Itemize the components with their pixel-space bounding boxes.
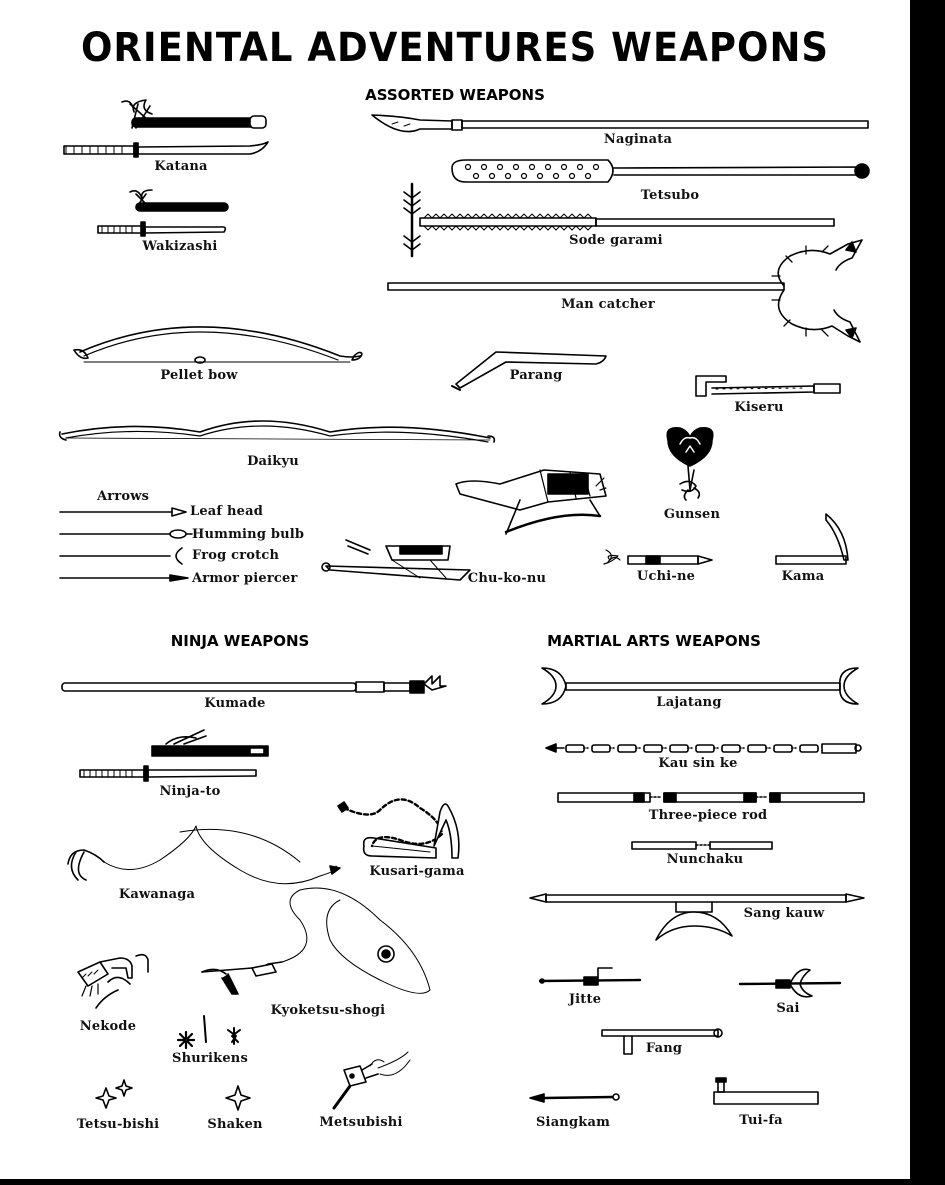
section-assorted-weapons: ASSORTED WEAPONS — [365, 86, 545, 104]
kama-illustration — [776, 514, 848, 564]
kawanaga-illustration — [68, 826, 340, 884]
daikyu-illustration — [60, 421, 495, 442]
label-katana: Katana — [154, 159, 208, 174]
gunsen-illustration — [667, 428, 713, 500]
label-kama: Kama — [781, 569, 825, 584]
section-ninja-weapons: NINJA WEAPONS — [170, 632, 310, 650]
label-wakizashi: Wakizashi — [142, 239, 218, 254]
label-gunsen: Gunsen — [663, 507, 721, 522]
shaken-illustration — [226, 1086, 250, 1110]
label-humming-bulb: Humming bulb — [192, 527, 305, 542]
uchi-ne-illustration — [604, 550, 712, 564]
chu-ko-nu-illustration — [456, 470, 606, 534]
label-armor-piercer: Armor piercer — [192, 571, 298, 586]
label-kumade: Kumade — [204, 696, 266, 711]
page-title: ORIENTAL ADVENTURES WEAPONS — [80, 24, 830, 71]
label-fang: Fang — [645, 1041, 683, 1056]
label-metsubishi: Metsubishi — [319, 1115, 403, 1130]
naginata-illustration — [372, 115, 868, 132]
label-kiseru: Kiseru — [734, 400, 784, 415]
nekode-illustration — [78, 955, 148, 1008]
label-siangkam: Siangkam — [535, 1115, 611, 1130]
label-pellet-bow: Pellet bow — [160, 368, 238, 383]
kusari-gama-illustration — [338, 799, 459, 858]
label-kusari-gama: Kusari-gama — [369, 864, 465, 879]
label-sang-kauw: Sang kauw — [743, 906, 825, 921]
katana-illustration — [64, 100, 268, 157]
label-chu-ko-nu: Chu-ko-nu — [467, 571, 547, 586]
label-shurikens: Shurikens — [172, 1051, 248, 1066]
label-nekode: Nekode — [79, 1019, 137, 1034]
man-catcher-illustration — [388, 240, 862, 342]
label-shaken: Shaken — [207, 1117, 263, 1132]
tetsu-bishi-illustration — [96, 1080, 132, 1108]
tetsubo-illustration — [452, 160, 869, 182]
label-sai: Sai — [776, 1001, 800, 1016]
label-kyoketsu-shogi: Kyoketsu-shogi — [270, 1003, 386, 1018]
sai-illustration — [740, 969, 840, 997]
label-naginata: Naginata — [603, 132, 673, 147]
label-uchi-ne: Uchi-ne — [636, 569, 696, 584]
label-man-catcher: Man catcher — [561, 297, 655, 312]
label-three-piece-rod: Three-piece rod — [648, 808, 768, 823]
kiseru-illustration — [696, 376, 840, 396]
nunchaku-illustration — [632, 842, 772, 849]
section-martial-arts-weapons: MARTIAL ARTS WEAPONS — [547, 632, 761, 650]
label-tui-fa: Tui-fa — [739, 1113, 783, 1128]
siangkam-illustration — [530, 1094, 619, 1102]
metsubishi-illustration — [334, 1052, 410, 1108]
wakizashi-illustration — [98, 190, 228, 236]
pellet-bow-illustration — [74, 327, 362, 363]
label-frog-crotch: Frog crotch — [192, 548, 280, 563]
label-tetsubo: Tetsubo — [640, 188, 700, 203]
label-tetsu-bishi: Tetsu-bishi — [76, 1117, 160, 1132]
arrows-heading: Arrows — [97, 489, 150, 504]
jitte-illustration — [540, 968, 640, 985]
ninja-to-illustration — [80, 730, 268, 781]
label-jitte: Jitte — [568, 992, 602, 1007]
label-kau-sin-ke: Kau sin ke — [658, 756, 738, 771]
shurikens-illustration — [178, 1016, 240, 1048]
kau-sin-ke-illustration — [546, 744, 861, 753]
kyoketsu-shogi-illustration — [202, 888, 430, 994]
label-lajatang: Lajatang — [656, 695, 722, 710]
label-nunchaku: Nunchaku — [666, 852, 744, 867]
arrows-illustration — [60, 508, 192, 581]
label-leaf-head: Leaf head — [190, 504, 263, 519]
tui-fa-illustration — [714, 1078, 818, 1104]
three-piece-rod-illustration — [558, 793, 864, 802]
label-daikyu: Daikyu — [247, 454, 299, 469]
label-sode-garami: Sode garami — [569, 233, 663, 248]
label-kawanaga: Kawanaga — [118, 887, 196, 902]
label-ninja-to: Ninja-to — [159, 784, 221, 799]
kumade-illustration — [62, 676, 446, 693]
label-parang: Parang — [509, 368, 563, 383]
chu-ko-nu-stand-illustration — [322, 540, 470, 580]
